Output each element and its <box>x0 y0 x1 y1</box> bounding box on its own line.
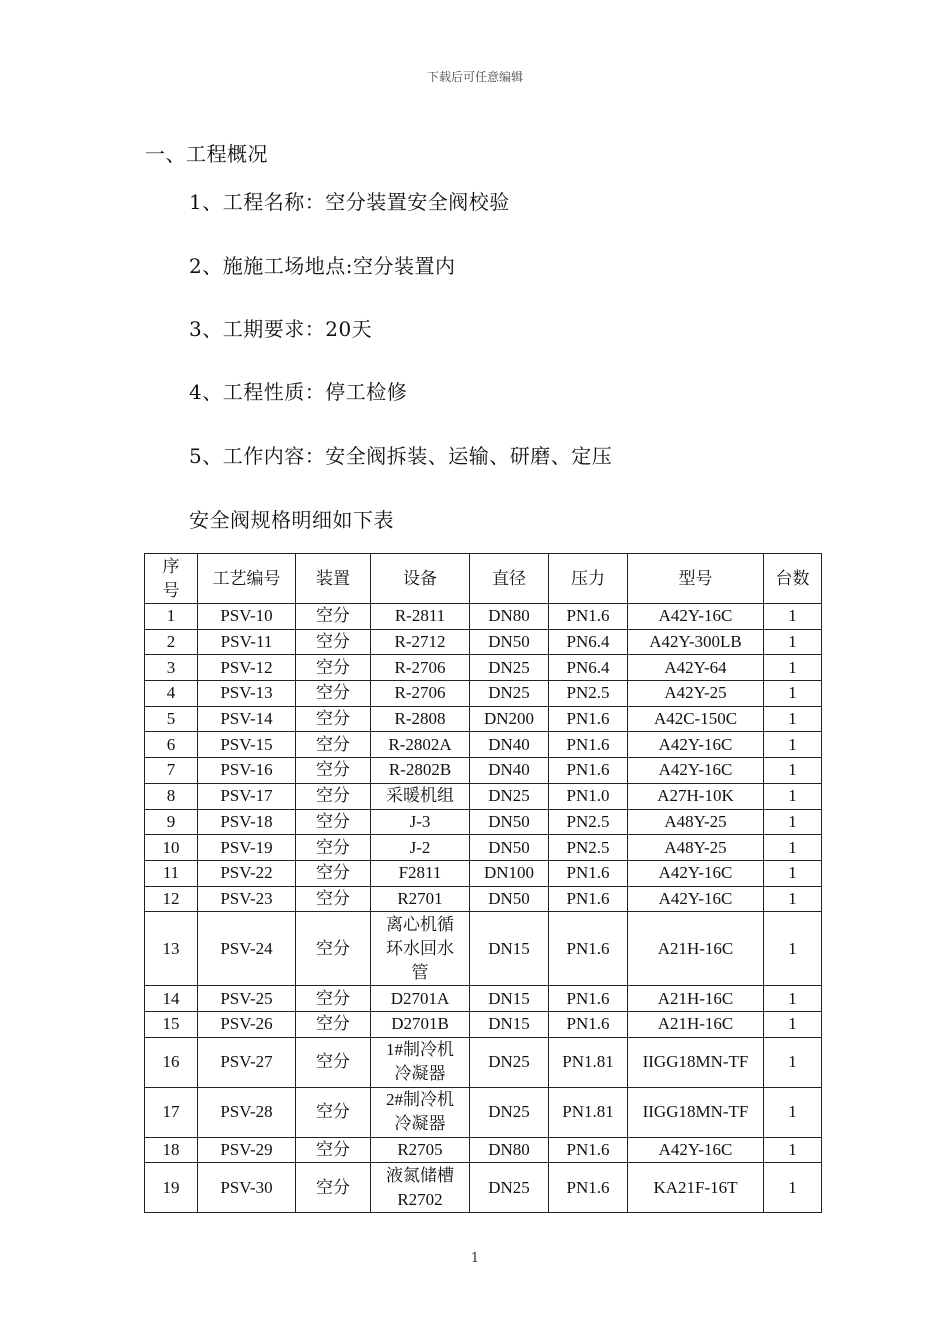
cell-quantity: 1 <box>764 912 822 986</box>
cell-process-no: PSV-28 <box>198 1087 296 1137</box>
cell-pressure: PN1.6 <box>549 912 628 986</box>
cell-equipment: R-2811 <box>371 604 470 630</box>
cell-pressure: PN1.6 <box>549 860 628 886</box>
cell-equipment: D2701A <box>371 986 470 1012</box>
cell-quantity: 1 <box>764 1163 822 1213</box>
cell-model: A48Y-25 <box>628 835 764 861</box>
cell-process-no: PSV-22 <box>198 860 296 886</box>
cell-pressure: PN1.6 <box>549 1011 628 1037</box>
cell-unit: 空分 <box>296 986 371 1012</box>
cell-model: A42Y-16C <box>628 604 764 630</box>
cell-process-no: PSV-18 <box>198 809 296 835</box>
cell-process-no: PSV-30 <box>198 1163 296 1213</box>
cell-quantity: 1 <box>764 604 822 630</box>
cell-model: A42Y-25 <box>628 681 764 707</box>
table-row <box>145 809 822 835</box>
cell-process-no: PSV-26 <box>198 1011 296 1037</box>
cell-quantity: 1 <box>764 758 822 784</box>
cell-diameter: DN15 <box>470 1011 549 1037</box>
cell-diameter: DN25 <box>470 1087 549 1137</box>
cell-pressure: PN1.6 <box>549 1163 628 1213</box>
cell-model: KA21F-16T <box>628 1163 764 1213</box>
cell-diameter: DN50 <box>470 835 549 861</box>
cell-seq: 14 <box>145 986 198 1012</box>
cell-diameter: DN200 <box>470 706 549 732</box>
cell-diameter: DN25 <box>470 655 549 681</box>
cell-diameter: DN25 <box>470 1163 549 1213</box>
cell-diameter: DN50 <box>470 886 549 912</box>
table-row <box>145 835 822 861</box>
work-content-item: 5、工作内容：安全阀拆装、运输、研磨、定压 <box>189 444 613 468</box>
table-row <box>145 1087 822 1137</box>
table-row <box>145 860 822 886</box>
cell-pressure: PN2.5 <box>549 835 628 861</box>
table-row <box>145 1011 822 1037</box>
cell-unit: 空分 <box>296 835 371 861</box>
cell-diameter: DN50 <box>470 809 549 835</box>
cell-seq: 12 <box>145 886 198 912</box>
duration-item: 3、工期要求：20天 <box>189 317 373 341</box>
cell-seq: 17 <box>145 1087 198 1137</box>
valve-spec-table <box>144 553 822 1213</box>
cell-quantity: 1 <box>764 629 822 655</box>
table-row <box>145 986 822 1012</box>
cell-equipment: 液氮储槽R2702 <box>371 1163 470 1213</box>
cell-unit: 空分 <box>296 783 371 809</box>
cell-quantity: 1 <box>764 835 822 861</box>
cell-equipment: 采暖机组 <box>371 783 470 809</box>
cell-equipment: R2705 <box>371 1137 470 1163</box>
cell-unit: 空分 <box>296 629 371 655</box>
cell-equipment: 2#制冷机冷凝器 <box>371 1087 470 1137</box>
cell-unit: 空分 <box>296 809 371 835</box>
header-unit: 装置 <box>296 554 371 604</box>
cell-model: A21H-16C <box>628 1011 764 1037</box>
cell-seq: 11 <box>145 860 198 886</box>
cell-diameter: DN25 <box>470 783 549 809</box>
cell-model: A42Y-64 <box>628 655 764 681</box>
cell-unit: 空分 <box>296 860 371 886</box>
cell-unit: 空分 <box>296 1037 371 1087</box>
cell-unit: 空分 <box>296 758 371 784</box>
cell-diameter: DN40 <box>470 732 549 758</box>
cell-model: A21H-16C <box>628 986 764 1012</box>
cell-seq: 19 <box>145 1163 198 1213</box>
header-diameter: 直径 <box>470 554 549 604</box>
cell-model: A42Y-300LB <box>628 629 764 655</box>
cell-seq: 8 <box>145 783 198 809</box>
cell-diameter: DN80 <box>470 1137 549 1163</box>
cell-quantity: 1 <box>764 809 822 835</box>
cell-diameter: DN100 <box>470 860 549 886</box>
cell-seq: 9 <box>145 809 198 835</box>
cell-quantity: 1 <box>764 1011 822 1037</box>
cell-process-no: PSV-27 <box>198 1037 296 1087</box>
table-caption: 安全阀规格明细如下表 <box>189 508 394 532</box>
cell-diameter: DN40 <box>470 758 549 784</box>
table-row <box>145 1037 822 1087</box>
project-name-item: 1、工程名称：空分装置安全阀校验 <box>189 190 510 214</box>
cell-quantity: 1 <box>764 1137 822 1163</box>
cell-quantity: 1 <box>764 681 822 707</box>
cell-process-no: PSV-19 <box>198 835 296 861</box>
cell-unit: 空分 <box>296 655 371 681</box>
cell-model: A48Y-25 <box>628 809 764 835</box>
cell-seq: 15 <box>145 1011 198 1037</box>
cell-process-no: PSV-25 <box>198 986 296 1012</box>
cell-unit: 空分 <box>296 912 371 986</box>
cell-equipment: J-3 <box>371 809 470 835</box>
page-number: 1 <box>470 1251 480 1266</box>
cell-seq: 1 <box>145 604 198 630</box>
cell-seq: 4 <box>145 681 198 707</box>
cell-unit: 空分 <box>296 1087 371 1137</box>
cell-seq: 18 <box>145 1137 198 1163</box>
cell-equipment: R-2802B <box>371 758 470 784</box>
table-row <box>145 783 822 809</box>
cell-process-no: PSV-29 <box>198 1137 296 1163</box>
table-row <box>145 912 822 986</box>
table-row <box>145 629 822 655</box>
header-pressure: 压力 <box>549 554 628 604</box>
cell-equipment: R-2808 <box>371 706 470 732</box>
cell-quantity: 1 <box>764 860 822 886</box>
cell-model: A42Y-16C <box>628 758 764 784</box>
cell-unit: 空分 <box>296 681 371 707</box>
cell-process-no: PSV-24 <box>198 912 296 986</box>
valve-spec-table-wrap <box>144 553 821 1213</box>
cell-equipment: R-2706 <box>371 681 470 707</box>
cell-diameter: DN15 <box>470 986 549 1012</box>
cell-pressure: PN1.0 <box>549 783 628 809</box>
cell-seq: 2 <box>145 629 198 655</box>
table-row <box>145 1163 822 1213</box>
cell-model: A42C-150C <box>628 706 764 732</box>
cell-diameter: DN15 <box>470 912 549 986</box>
cell-equipment: 离心机循环水回水管 <box>371 912 470 986</box>
cell-diameter: DN80 <box>470 604 549 630</box>
cell-quantity: 1 <box>764 732 822 758</box>
cell-pressure: PN1.6 <box>549 1137 628 1163</box>
cell-unit: 空分 <box>296 1137 371 1163</box>
cell-pressure: PN1.6 <box>549 604 628 630</box>
cell-pressure: PN6.4 <box>549 655 628 681</box>
cell-equipment: R-2706 <box>371 655 470 681</box>
cell-equipment: D2701B <box>371 1011 470 1037</box>
table-row <box>145 1137 822 1163</box>
cell-quantity: 1 <box>764 706 822 732</box>
cell-pressure: PN1.6 <box>549 986 628 1012</box>
cell-diameter: DN25 <box>470 1037 549 1087</box>
cell-quantity: 1 <box>764 1037 822 1087</box>
cell-pressure: PN1.6 <box>549 732 628 758</box>
cell-unit: 空分 <box>296 732 371 758</box>
cell-quantity: 1 <box>764 655 822 681</box>
cell-pressure: PN1.6 <box>549 706 628 732</box>
cell-equipment: R-2802A <box>371 732 470 758</box>
table-row <box>145 655 822 681</box>
cell-seq: 16 <box>145 1037 198 1087</box>
cell-pressure: PN2.5 <box>549 809 628 835</box>
header-equipment: 设备 <box>371 554 470 604</box>
cell-seq: 6 <box>145 732 198 758</box>
page-header: 下载后可任意编辑 <box>426 70 523 84</box>
table-row <box>145 732 822 758</box>
cell-unit: 空分 <box>296 1163 371 1213</box>
cell-equipment: F2811 <box>371 860 470 886</box>
cell-model: A42Y-16C <box>628 1137 764 1163</box>
cell-process-no: PSV-15 <box>198 732 296 758</box>
cell-unit: 空分 <box>296 886 371 912</box>
table-row <box>145 681 822 707</box>
cell-equipment: 1#制冷机冷凝器 <box>371 1037 470 1087</box>
cell-process-no: PSV-12 <box>198 655 296 681</box>
cell-diameter: DN25 <box>470 681 549 707</box>
cell-model: A27H-10K <box>628 783 764 809</box>
table-row <box>145 706 822 732</box>
site-location-item: 2、施施工场地点:空分装置内 <box>189 254 456 278</box>
cell-model: A42Y-16C <box>628 732 764 758</box>
cell-unit: 空分 <box>296 604 371 630</box>
cell-process-no: PSV-14 <box>198 706 296 732</box>
section-title: 一、工程概况 <box>145 142 268 166</box>
cell-process-no: PSV-17 <box>198 783 296 809</box>
table-header-row <box>145 554 822 604</box>
cell-seq: 10 <box>145 835 198 861</box>
cell-equipment: R2701 <box>371 886 470 912</box>
cell-process-no: PSV-13 <box>198 681 296 707</box>
cell-model: A42Y-16C <box>628 860 764 886</box>
project-nature-item: 4、工程性质：停工检修 <box>189 380 408 404</box>
header-model: 型号 <box>628 554 764 604</box>
cell-seq: 3 <box>145 655 198 681</box>
cell-seq: 7 <box>145 758 198 784</box>
header-quantity: 台数 <box>764 554 822 604</box>
table-row <box>145 758 822 784</box>
cell-equipment: J-2 <box>371 835 470 861</box>
cell-model: A42Y-16C <box>628 886 764 912</box>
cell-quantity: 1 <box>764 986 822 1012</box>
cell-unit: 空分 <box>296 1011 371 1037</box>
cell-quantity: 1 <box>764 886 822 912</box>
table-row <box>145 886 822 912</box>
cell-seq: 13 <box>145 912 198 986</box>
cell-quantity: 1 <box>764 783 822 809</box>
cell-process-no: PSV-23 <box>198 886 296 912</box>
cell-pressure: PN2.5 <box>549 681 628 707</box>
cell-process-no: PSV-10 <box>198 604 296 630</box>
header-process-no: 工艺编号 <box>198 554 296 604</box>
cell-pressure: PN1.6 <box>549 886 628 912</box>
cell-pressure: PN1.81 <box>549 1087 628 1137</box>
cell-pressure: PN1.81 <box>549 1037 628 1087</box>
cell-process-no: PSV-16 <box>198 758 296 784</box>
cell-equipment: R-2712 <box>371 629 470 655</box>
cell-model: IIGG18MN-TF <box>628 1087 764 1137</box>
cell-unit: 空分 <box>296 706 371 732</box>
cell-quantity: 1 <box>764 1087 822 1137</box>
cell-model: IIGG18MN-TF <box>628 1037 764 1087</box>
table-row <box>145 604 822 630</box>
cell-pressure: PN6.4 <box>549 629 628 655</box>
table-body <box>145 604 822 1213</box>
cell-pressure: PN1.6 <box>549 758 628 784</box>
cell-model: A21H-16C <box>628 912 764 986</box>
cell-process-no: PSV-11 <box>198 629 296 655</box>
cell-diameter: DN50 <box>470 629 549 655</box>
header-seq: 序号 <box>145 554 198 604</box>
cell-seq: 5 <box>145 706 198 732</box>
